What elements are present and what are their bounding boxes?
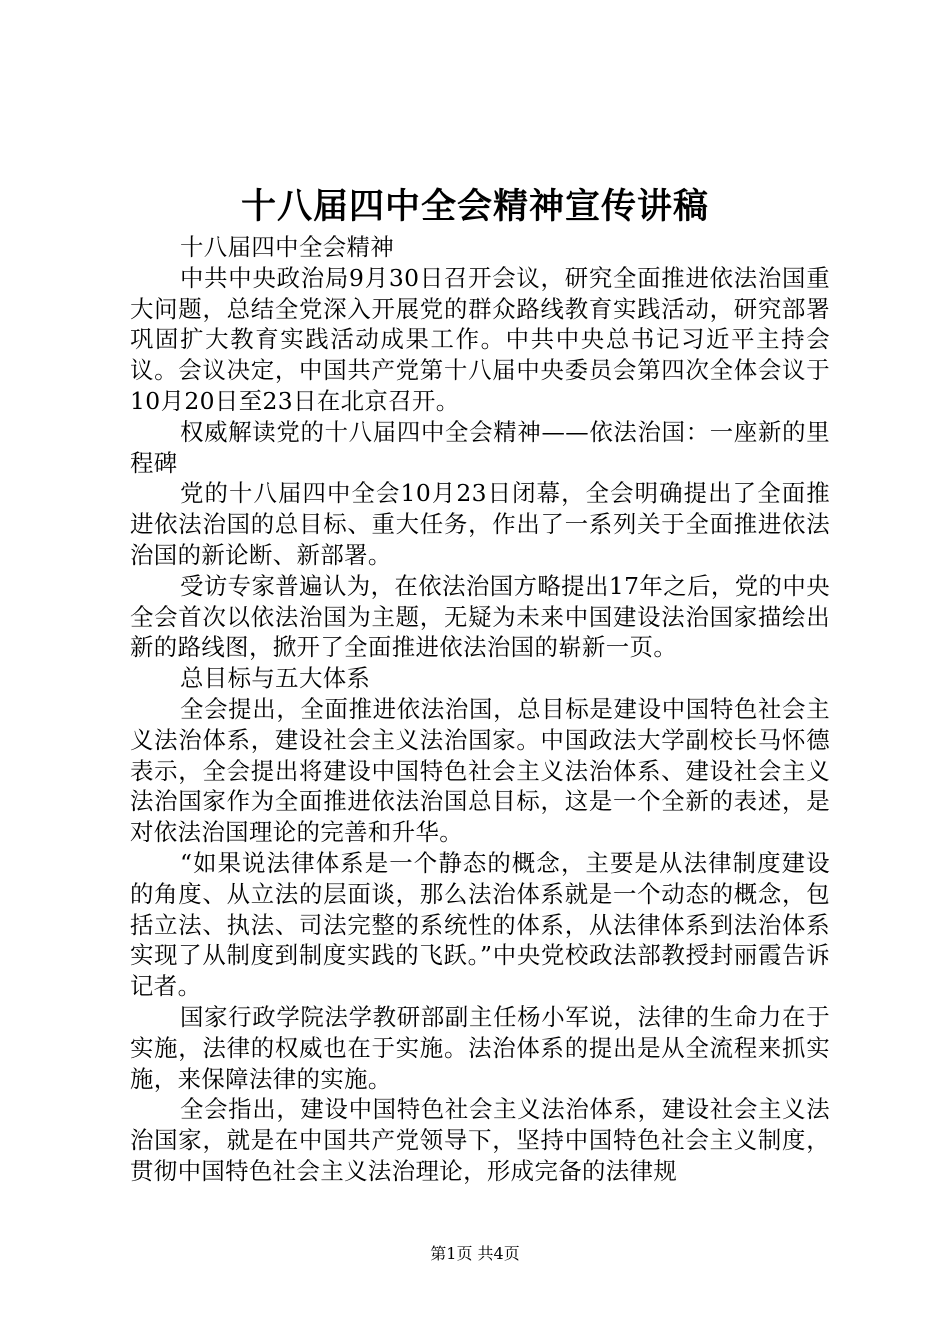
page-footer: 第1页 共4页 bbox=[430, 1244, 520, 1263]
paragraph: “如果说法律体系是一个静态的概念，主要是从法律制度建设的角度、从立法的层面谈，那么法治体系就是一个动态的概念，包括立法、执法、司法完整的系统性的体系，从法律体系到法治体系实现了从制度到制度实践的飞跃。”中央党校政法部教授封丽霞告诉记者。 bbox=[130, 848, 830, 1001]
paragraph: 中共中央政治局9月30日召开会议，研究全面推进依法治国重大问题，总结全党深入开展党的群众路线教育实践活动，研究部署巩固扩大教育实践活动成果工作。中共中央总书记习近平主持会议。会议决定，中国共产党第十八届中央委员会第四次全体会议于10月20日至23日在北京召开。 bbox=[130, 263, 830, 415]
paragraph: 全会指出，建设中国特色社会主义法治体系，建设社会主义法治国家，就是在中国共产党领导下，坚持中国特色社会主义制度，贯彻中国特色社会主义法治理论，形成完备的法律规 bbox=[130, 1095, 830, 1185]
document-body bbox=[130, 232, 830, 1187]
paragraph: 总目标与五大体系 bbox=[180, 664, 371, 693]
paragraph: 受访专家普遍认为，在依法治国方略提出17年之后，党的中央全会首次以依法治国为主题，无疑为未来中国建设法治国家描绘出新的路线图，掀开了全面推进依法治国的崭新一页。 bbox=[130, 571, 830, 662]
paragraph: 权威解读党的十八届四中全会精神——依法治国：一座新的里程碑 bbox=[130, 417, 830, 477]
paragraph: 国家行政学院法学教研部副主任杨小军说，法律的生命力在于实施，法律的权威也在于实施。法治体系的提出是从全流程来抓实施，来保障法律的实施。 bbox=[130, 1002, 830, 1093]
paragraph: 党的十八届四中全会10月23日闭幕，全会明确提出了全面推进依法治国的总目标、重大任务，作出了一系列关于全面推进依法治国的新论断、新部署。 bbox=[130, 479, 830, 569]
document-title: 十八届四中全会精神宣传讲稿 bbox=[240, 186, 709, 227]
paragraph: 全会提出，全面推进依法治国，总目标是建设中国特色社会主义法治体系，建设社会主义法治国家。中国政法大学副校长马怀德表示，全会提出将建设中国特色社会主义法治体系、建设社会主义法治国家作为全面推进依法治国总目标，这是一个全新的表述，是对依法治国理论的完善和升华。 bbox=[130, 694, 830, 847]
paragraph: 十八届四中全会精神 bbox=[180, 233, 395, 261]
